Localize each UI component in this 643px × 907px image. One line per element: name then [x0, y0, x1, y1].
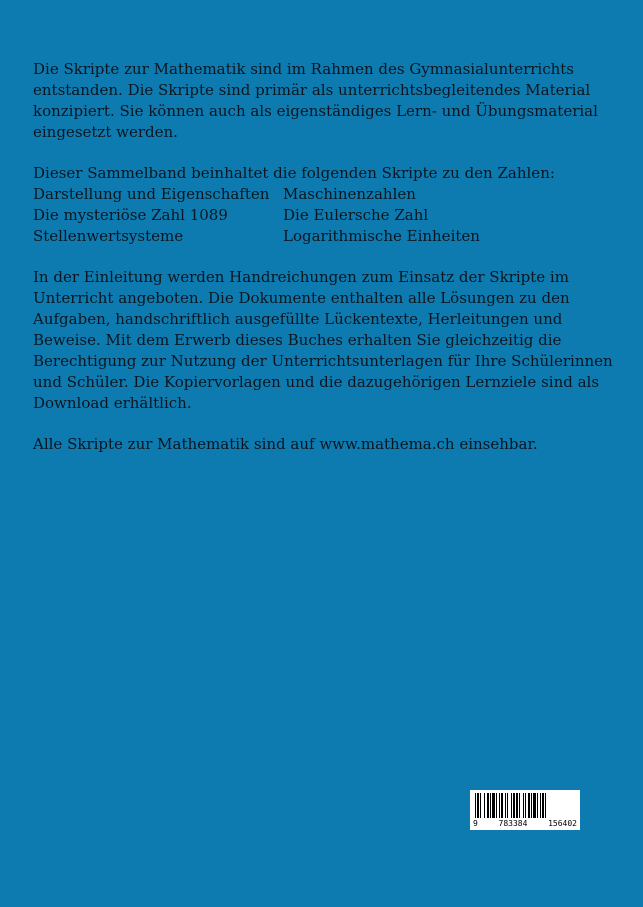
barcode-bar — [533, 793, 536, 818]
barcode-bar — [480, 793, 481, 818]
usage-paragraph: In der Einleitung werden Handreichungen zum Einsatz der Skripte im Unterricht angeboten. Die Dokumente enthalten alle Lösungen zu den Aufgaben, handschriftlich ausgefüllte Lückentexte, Herleitungen und Beweise. Mit dem Erwerb dieses Buches erhalten Sie gleichzeitig die Berechtigung zur Nutzung der Unterrichtsunterlagen für Ihre Schülerinnen und Schüler. Die Kopiervorlagen und die dazugehörigen Lernziele sind als Download erhältlich. — [33, 268, 613, 412]
barcode-digit-group-1: 783384 — [498, 819, 528, 828]
barcode-bar — [499, 793, 500, 818]
barcode-bar — [507, 793, 508, 818]
barcode-bar — [525, 793, 526, 818]
script-item: Darstellung und Eigenschaften — [33, 185, 270, 203]
barcode-bar — [484, 793, 485, 818]
barcode-digit-prefix: 9 — [473, 819, 478, 828]
barcode-bar — [487, 793, 489, 818]
isbn-barcode — [470, 790, 580, 830]
barcode-bar — [511, 793, 512, 818]
script-list — [33, 184, 613, 247]
barcode-bar — [545, 793, 546, 818]
website-paragraph: Alle Skripte zur Mathematik sind auf www.mathema.ch einsehbar. — [33, 435, 538, 453]
barcode-bars — [475, 793, 575, 818]
collection-intro: Dieser Sammelband beinhaltet die folgenden Skripte zu den Zahlen: — [33, 164, 555, 182]
barcode-bar — [490, 793, 491, 818]
barcode-bar — [516, 793, 518, 818]
script-item: Logarithmische Einheiten — [283, 227, 480, 245]
barcode-digits — [473, 819, 577, 828]
barcode-bar — [475, 793, 476, 818]
barcode-bar — [505, 793, 506, 818]
script-item: Die Eulersche Zahl — [283, 206, 429, 224]
barcode-bar — [531, 793, 532, 818]
barcode-bar — [528, 793, 530, 818]
barcode-bar — [523, 793, 524, 818]
barcode-bar — [513, 793, 515, 818]
back-cover-text — [33, 59, 613, 475]
barcode-bar — [501, 793, 503, 818]
barcode-bar — [519, 793, 520, 818]
barcode-bar — [537, 793, 538, 818]
barcode-bar — [542, 793, 544, 818]
barcode-bar — [496, 793, 497, 818]
script-item: Die mysteriöse Zahl 1089 — [33, 206, 228, 224]
barcode-bar — [477, 793, 479, 818]
barcode-bar — [492, 793, 495, 818]
intro-paragraph: Die Skripte zur Mathematik sind im Rahmen des Gymnasialunterrichts entstanden. Die Skripte sind primär als unterrichtsbegleitendes Material konzipiert. Sie können auch als eigenständiges Lern- und Übungsmaterial eingesetzt werden. — [33, 60, 598, 141]
script-item: Maschinenzahlen — [283, 185, 416, 203]
barcode-bar — [540, 793, 541, 818]
barcode-digit-group-2: 156402 — [548, 819, 577, 828]
script-item: Stellenwertsysteme — [33, 227, 184, 245]
